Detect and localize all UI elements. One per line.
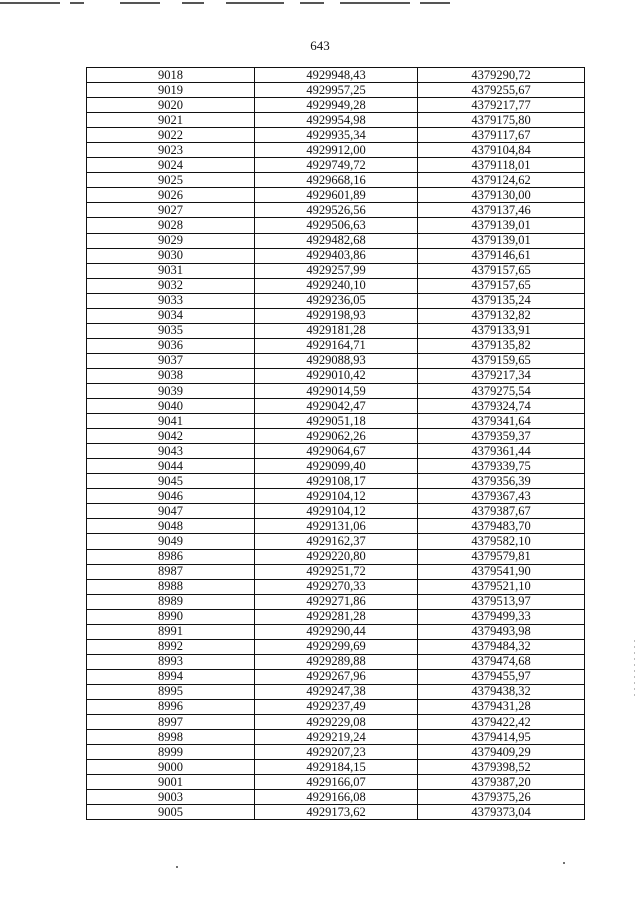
x-coordinate-cell: 4929912,00 [255, 143, 418, 158]
x-coordinate-cell: 4929166,08 [255, 790, 418, 805]
table-row [87, 368, 585, 383]
table-row [87, 233, 585, 248]
point-number-cell: 9003 [87, 790, 255, 805]
table-row [87, 684, 585, 699]
y-coordinate-cell: 4379139,01 [418, 218, 585, 233]
y-coordinate-cell: 4379414,95 [418, 730, 585, 745]
table-row [87, 730, 585, 745]
y-coordinate-cell: 4379422,42 [418, 715, 585, 730]
table-row [87, 745, 585, 760]
y-coordinate-cell: 4379484,32 [418, 639, 585, 654]
x-coordinate-cell: 4929957,25 [255, 83, 418, 98]
table-row [87, 278, 585, 293]
y-coordinate-cell: 4379483,70 [418, 519, 585, 534]
table-row [87, 459, 585, 474]
x-coordinate-cell: 4929051,18 [255, 414, 418, 429]
y-coordinate-cell: 4379217,77 [418, 98, 585, 113]
table-row [87, 353, 585, 368]
table-row [87, 293, 585, 308]
y-coordinate-cell: 4379356,39 [418, 474, 585, 489]
table-row [87, 203, 585, 218]
point-number-cell: 8996 [87, 699, 255, 714]
scan-speck [563, 862, 565, 864]
point-number-cell: 9025 [87, 173, 255, 188]
point-number-cell: 9040 [87, 399, 255, 414]
table-row [87, 143, 585, 158]
point-number-cell: 8999 [87, 745, 255, 760]
x-coordinate-cell: 4929064,67 [255, 444, 418, 459]
y-coordinate-cell: 4379455,97 [418, 669, 585, 684]
x-coordinate-cell: 4929042,47 [255, 399, 418, 414]
table-row [87, 564, 585, 579]
table-row [87, 474, 585, 489]
y-coordinate-cell: 4379367,43 [418, 489, 585, 504]
y-coordinate-cell: 4379438,32 [418, 684, 585, 699]
table-row [87, 68, 585, 83]
point-number-cell: 9048 [87, 519, 255, 534]
table-row [87, 113, 585, 128]
y-coordinate-cell: 4379157,65 [418, 263, 585, 278]
point-number-cell: 9031 [87, 263, 255, 278]
point-number-cell: 9005 [87, 805, 255, 820]
x-coordinate-cell: 4929506,63 [255, 218, 418, 233]
page-number: 643 [310, 38, 330, 53]
point-number-cell: 9045 [87, 474, 255, 489]
x-coordinate-cell: 4929482,68 [255, 233, 418, 248]
y-coordinate-cell: 4379339,75 [418, 459, 585, 474]
point-number-cell: 8997 [87, 715, 255, 730]
table-row [87, 715, 585, 730]
y-coordinate-cell: 4379341,64 [418, 414, 585, 429]
y-coordinate-cell: 4379375,26 [418, 790, 585, 805]
table-row [87, 489, 585, 504]
y-coordinate-cell: 4379117,67 [418, 128, 585, 143]
x-coordinate-cell: 4929403,86 [255, 248, 418, 263]
point-number-cell: 9019 [87, 83, 255, 98]
x-coordinate-cell: 4929271,86 [255, 594, 418, 609]
y-coordinate-cell: 4379359,37 [418, 429, 585, 444]
point-number-cell: 8993 [87, 654, 255, 669]
x-coordinate-cell: 4929668,16 [255, 173, 418, 188]
point-number-cell: 9033 [87, 293, 255, 308]
point-number-cell: 9022 [87, 128, 255, 143]
y-coordinate-cell: 4379133,91 [418, 323, 585, 338]
x-coordinate-cell: 4929290,44 [255, 624, 418, 639]
y-coordinate-cell: 4379431,28 [418, 699, 585, 714]
x-coordinate-cell: 4929240,10 [255, 278, 418, 293]
table-row [87, 158, 585, 173]
x-coordinate-cell: 4929257,99 [255, 263, 418, 278]
table-row [87, 83, 585, 98]
y-coordinate-cell: 4379157,65 [418, 278, 585, 293]
y-coordinate-cell: 4379132,82 [418, 308, 585, 323]
y-coordinate-cell: 4379175,80 [418, 113, 585, 128]
table-row [87, 338, 585, 353]
x-coordinate-cell: 4929198,93 [255, 308, 418, 323]
point-number-cell: 9039 [87, 383, 255, 398]
point-number-cell: 9028 [87, 218, 255, 233]
x-coordinate-cell: 4929749,72 [255, 158, 418, 173]
table-row [87, 399, 585, 414]
y-coordinate-cell: 4379159,65 [418, 353, 585, 368]
table-row [87, 805, 585, 820]
point-number-cell: 9046 [87, 489, 255, 504]
y-coordinate-cell: 4379387,67 [418, 504, 585, 519]
x-coordinate-cell: 4929162,37 [255, 534, 418, 549]
table-row [87, 790, 585, 805]
x-coordinate-cell: 4929949,28 [255, 98, 418, 113]
point-number-cell: 9026 [87, 188, 255, 203]
y-coordinate-cell: 4379521,10 [418, 579, 585, 594]
point-number-cell: 9041 [87, 414, 255, 429]
y-coordinate-cell: 4379135,82 [418, 338, 585, 353]
x-coordinate-cell: 4929108,17 [255, 474, 418, 489]
point-number-cell: 9027 [87, 203, 255, 218]
x-coordinate-cell: 4929267,96 [255, 669, 418, 684]
table-row [87, 775, 585, 790]
table-row [87, 429, 585, 444]
x-coordinate-cell: 4929010,42 [255, 368, 418, 383]
x-coordinate-cell: 4929247,38 [255, 684, 418, 699]
table-row [87, 534, 585, 549]
point-number-cell: 9001 [87, 775, 255, 790]
point-number-cell: 9023 [87, 143, 255, 158]
point-number-cell: 9036 [87, 338, 255, 353]
y-coordinate-cell: 4379104,84 [418, 143, 585, 158]
x-coordinate-cell: 4929954,98 [255, 113, 418, 128]
x-coordinate-cell: 4929088,93 [255, 353, 418, 368]
y-coordinate-cell: 4379541,90 [418, 564, 585, 579]
y-coordinate-cell: 4379582,10 [418, 534, 585, 549]
table-row [87, 579, 585, 594]
point-number-cell: 9034 [87, 308, 255, 323]
x-coordinate-cell: 4929251,72 [255, 564, 418, 579]
table-row [87, 188, 585, 203]
point-number-cell: 8986 [87, 549, 255, 564]
table-row [87, 248, 585, 263]
table-row [87, 669, 585, 684]
x-coordinate-cell: 4929601,89 [255, 188, 418, 203]
point-number-cell: 8989 [87, 594, 255, 609]
y-coordinate-cell: 4379499,33 [418, 609, 585, 624]
x-coordinate-cell: 4929184,15 [255, 760, 418, 775]
x-coordinate-cell: 4929236,05 [255, 293, 418, 308]
x-coordinate-cell: 4929062,26 [255, 429, 418, 444]
point-number-cell: 9049 [87, 534, 255, 549]
y-coordinate-cell: 4379275,54 [418, 383, 585, 398]
x-coordinate-cell: 4929014,59 [255, 383, 418, 398]
table-row [87, 504, 585, 519]
table-row [87, 760, 585, 775]
x-coordinate-cell: 4929166,07 [255, 775, 418, 790]
y-coordinate-cell: 4379137,46 [418, 203, 585, 218]
table-row [87, 98, 585, 113]
y-coordinate-cell: 4379255,67 [418, 83, 585, 98]
x-coordinate-cell: 4929104,12 [255, 504, 418, 519]
table-row [87, 128, 585, 143]
x-coordinate-cell: 4929173,62 [255, 805, 418, 820]
table-row [87, 218, 585, 233]
table-row [87, 594, 585, 609]
point-number-cell: 8988 [87, 579, 255, 594]
point-number-cell: 9044 [87, 459, 255, 474]
point-number-cell: 9029 [87, 233, 255, 248]
point-number-cell: 9038 [87, 368, 255, 383]
point-number-cell: 8990 [87, 609, 255, 624]
x-coordinate-cell: 4929281,28 [255, 609, 418, 624]
y-coordinate-cell: 4379387,20 [418, 775, 585, 790]
table-row [87, 624, 585, 639]
point-number-cell: 9047 [87, 504, 255, 519]
y-coordinate-cell: 4379398,52 [418, 760, 585, 775]
point-number-cell: 8995 [87, 684, 255, 699]
point-number-cell: 9032 [87, 278, 255, 293]
point-number-cell: 8998 [87, 730, 255, 745]
point-number-cell: 9021 [87, 113, 255, 128]
table-row [87, 173, 585, 188]
x-coordinate-cell: 4929229,08 [255, 715, 418, 730]
point-number-cell: 8992 [87, 639, 255, 654]
x-coordinate-cell: 4929219,24 [255, 730, 418, 745]
point-number-cell: 9037 [87, 353, 255, 368]
y-coordinate-cell: 4379290,72 [418, 68, 585, 83]
point-number-cell: 8987 [87, 564, 255, 579]
x-coordinate-cell: 4929220,80 [255, 549, 418, 564]
point-number-cell: 9020 [87, 98, 255, 113]
x-coordinate-cell: 4929181,28 [255, 323, 418, 338]
point-number-cell: 9042 [87, 429, 255, 444]
y-coordinate-cell: 4379217,34 [418, 368, 585, 383]
point-number-cell: 8991 [87, 624, 255, 639]
x-coordinate-cell: 4929270,33 [255, 579, 418, 594]
y-coordinate-cell: 4379474,68 [418, 654, 585, 669]
y-coordinate-cell: 4379493,98 [418, 624, 585, 639]
y-coordinate-cell: 4379373,04 [418, 805, 585, 820]
coordinates-table [86, 67, 585, 820]
table-row [87, 609, 585, 624]
x-coordinate-cell: 4929104,12 [255, 489, 418, 504]
point-number-cell: 9043 [87, 444, 255, 459]
y-coordinate-cell: 4379579,81 [418, 549, 585, 564]
point-number-cell: 9018 [87, 68, 255, 83]
x-coordinate-cell: 4929289,88 [255, 654, 418, 669]
y-coordinate-cell: 4379146,61 [418, 248, 585, 263]
y-coordinate-cell: 4379130,00 [418, 188, 585, 203]
table-row [87, 383, 585, 398]
y-coordinate-cell: 4379361,44 [418, 444, 585, 459]
y-coordinate-cell: 4379139,01 [418, 233, 585, 248]
x-coordinate-cell: 4929099,40 [255, 459, 418, 474]
y-coordinate-cell: 4379513,97 [418, 594, 585, 609]
x-coordinate-cell: 4929164,71 [255, 338, 418, 353]
table-row [87, 308, 585, 323]
table-row [87, 639, 585, 654]
point-number-cell: 9000 [87, 760, 255, 775]
table-row [87, 444, 585, 459]
scan-speck [176, 866, 178, 868]
table-row [87, 519, 585, 534]
coordinates-table-body [87, 68, 585, 820]
x-coordinate-cell: 4929131,06 [255, 519, 418, 534]
table-row [87, 323, 585, 338]
table-row [87, 549, 585, 564]
x-coordinate-cell: 4929237,49 [255, 699, 418, 714]
x-coordinate-cell: 4929207,23 [255, 745, 418, 760]
x-coordinate-cell: 4929948,43 [255, 68, 418, 83]
x-coordinate-cell: 4929526,56 [255, 203, 418, 218]
point-number-cell: 9024 [87, 158, 255, 173]
point-number-cell: 9035 [87, 323, 255, 338]
y-coordinate-cell: 4379135,24 [418, 293, 585, 308]
y-coordinate-cell: 4379124,62 [418, 173, 585, 188]
point-number-cell: 9030 [87, 248, 255, 263]
point-number-cell: 8994 [87, 669, 255, 684]
table-row [87, 654, 585, 669]
table-row [87, 699, 585, 714]
table-row [87, 263, 585, 278]
y-coordinate-cell: 4379409,29 [418, 745, 585, 760]
y-coordinate-cell: 4379118,01 [418, 158, 585, 173]
x-coordinate-cell: 4929935,34 [255, 128, 418, 143]
x-coordinate-cell: 4929299,69 [255, 639, 418, 654]
scan-edge-marks [634, 640, 635, 700]
y-coordinate-cell: 4379324,74 [418, 399, 585, 414]
table-row [87, 414, 585, 429]
scan-artifact-top [0, 0, 470, 6]
